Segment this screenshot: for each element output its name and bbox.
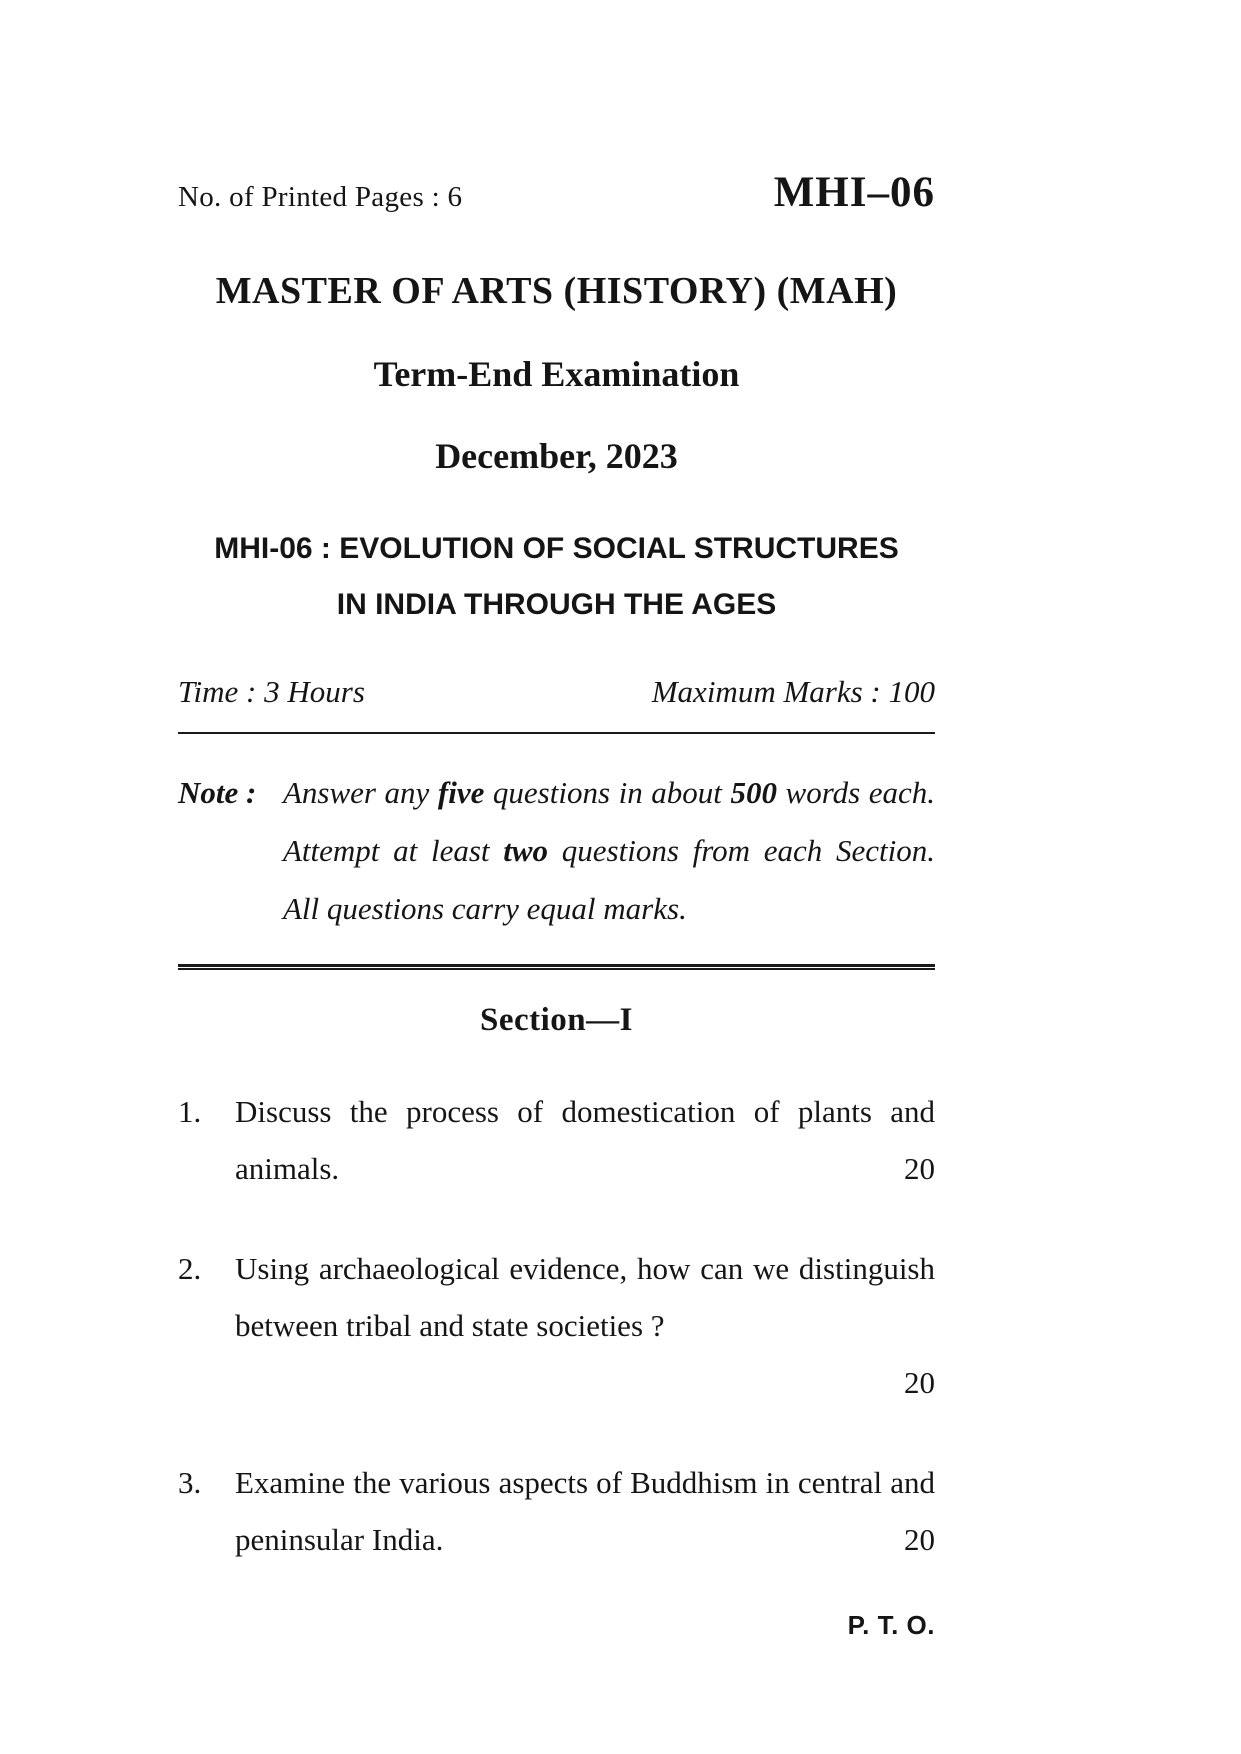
course-title-line2: IN INDIA THROUGH THE AGES <box>336 587 777 621</box>
question-text: Discuss the process of domestication of plants and animals. <box>235 1093 935 1187</box>
question-marks: 20 <box>904 1521 935 1557</box>
question-marks: 20 <box>904 1151 935 1187</box>
note-segment: words each. Attempt at least <box>283 775 935 868</box>
time-allowed-label: Time : 3 Hours <box>178 674 365 709</box>
question-number: 2. <box>178 1250 202 1286</box>
program-title: MASTER OF ARTS (HISTORY) (MAH) <box>215 270 898 312</box>
question-item <box>178 1240 935 1412</box>
note-segment-bold: two <box>503 832 549 868</box>
question-text: Using archaeological evidence, how can we distinguish between tribal and state societies ? <box>235 1250 935 1343</box>
note-segment: questions from each Section. All questions carry equal marks. <box>283 832 935 926</box>
course-title-line1: MHI-06 : EVOLUTION OF SOCIAL STRUCTURES <box>214 532 899 565</box>
note-block <box>178 764 935 938</box>
paper-code: MHI–06 <box>773 169 935 216</box>
pto-label: P. T. O. <box>847 1610 935 1641</box>
section-title: Section—I <box>480 1001 633 1038</box>
exam-session: December, 2023 <box>435 436 678 476</box>
question-item <box>178 1454 935 1569</box>
exam-title: Term-End Examination <box>373 354 740 394</box>
note-label: Note : <box>178 775 257 810</box>
question-marks: 20 <box>904 1365 935 1401</box>
question-text: Examine the various aspects of Buddhism in central and peninsular India. <box>235 1464 935 1557</box>
question-body <box>235 1240 935 1412</box>
note-segment: Answer any <box>283 775 438 810</box>
note-segment-bold: five <box>437 775 485 810</box>
question-body <box>235 1454 935 1569</box>
question-number: 3. <box>178 1464 202 1500</box>
note-segment-bold: 500 <box>730 775 777 810</box>
single-divider-rule <box>178 732 935 734</box>
note-text <box>283 764 935 938</box>
question-list <box>178 1083 935 1568</box>
question-number: 1. <box>178 1093 202 1129</box>
question-body <box>235 1083 935 1198</box>
maximum-marks-label: Maximum Marks : 100 <box>651 674 935 709</box>
printed-pages-label: No. of Printed Pages : 6 <box>178 181 463 213</box>
note-segment: questions in about <box>484 775 731 810</box>
course-title <box>178 521 935 632</box>
page-header <box>178 168 935 217</box>
question-item <box>178 1083 935 1198</box>
double-divider-rule <box>178 964 935 970</box>
exam-meta-row <box>178 674 935 710</box>
